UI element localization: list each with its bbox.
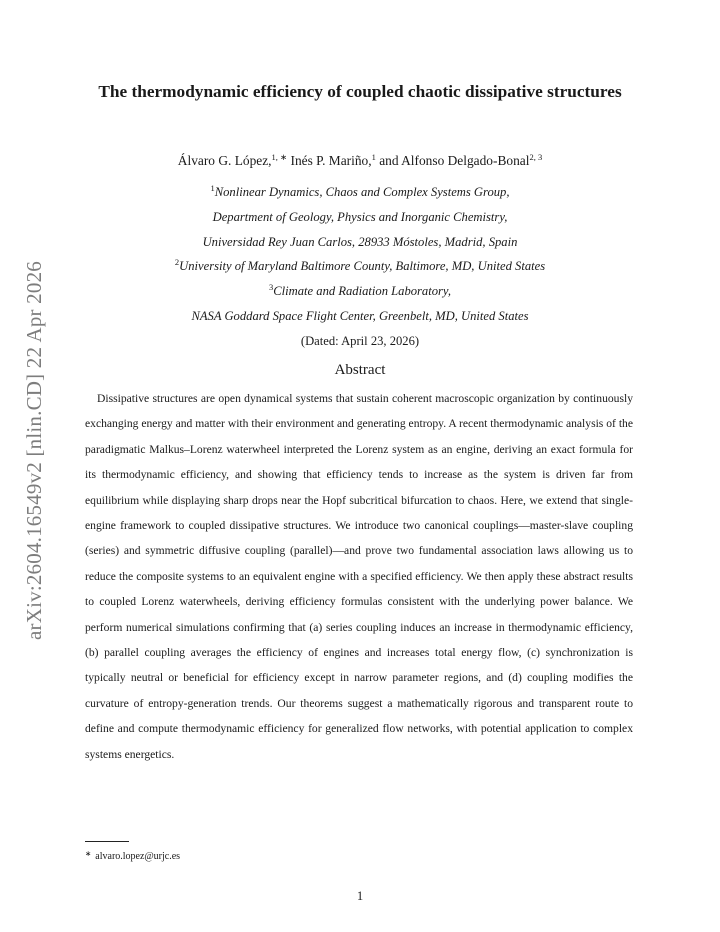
- affiliation-text: Climate and Radiation Laboratory,: [273, 284, 451, 299]
- author-name: Inés P. Mariño,: [290, 153, 372, 168]
- corresponding-email: alvaro.lopez@urjc.es: [95, 851, 181, 862]
- affiliation-mark: 1: [210, 183, 215, 193]
- author-affiliation-mark: 2, 3: [529, 152, 543, 162]
- affiliation-mark: 3: [269, 282, 274, 293]
- arxiv-stamp: [14, 230, 54, 670]
- author-list: [90, 152, 630, 170]
- abstract-body: Dissipative structures are open dynamical systems that sustain coherent macroscopic organization by continuously exchanging energy and matter with their environment and generating entropy. A recent thermodynamic analysis of the paradigmatic Malkus–Lorenz waterwheel interpreted the Lorenz system as an engine, deriving an exact formula for its thermodynamic efficiency, and showing that efficiency tends to increase as the system is driven far from equilibrium while displaying sharp drops near the Hopf subcritical bifurcation to chaos. Here, we extend that single-engine framework to coupled dissipative structures. We introduce two canonical couplings—master-slave coupling (series) and symmetric diffusive coupling (parallel)—and prove two fundamental association laws allowing us to reduce the composite systems to an equivalent engine with a specified efficiency. We then apply these abstract results to coupled Lorenz waterwheels, deriving efficiency formulas consistent with the underlying power balance. We perform numerical simulations confirming that (a) series coupling induces an increase in thermodynamic efficiency, (b) parallel coupling averages the efficiency of engines and increases total energy flow, (c) synchronization is typically neutral or beneficial for efficiency except in narrow parameter regions, and (d) coupling modifies the curvature of entropy-generation trends. Our theorems suggest a mathematically rigorous and transparent route to define and compute thermodynamic efficiency for generalized flow networks, with potential application to complex systems energetics.: [85, 392, 633, 761]
- affiliation-line: [90, 205, 630, 230]
- affiliation-line: [90, 180, 630, 205]
- author-name: Álvaro G. López,: [177, 153, 272, 168]
- affiliation-mark: 2: [174, 257, 180, 268]
- author-affiliation-mark: 1: [371, 152, 376, 162]
- affiliation-text: University of Maryland Baltimore County, Baltimore, MD, United States: [179, 259, 546, 274]
- footnote-divider: [85, 841, 129, 842]
- affiliation-text: Universidad Rey Juan Carlos, 28933 Móstoles, Madrid, Spain: [202, 234, 518, 249]
- footnote: [85, 846, 180, 865]
- arxiv-identifier: arXiv:2604.16549v2 [nlin.CD] 22 Apr 2026: [21, 260, 46, 640]
- abstract-heading: Abstract: [334, 362, 386, 378]
- affiliation-line: [90, 230, 630, 255]
- affiliation-list: [90, 180, 630, 329]
- affiliation-line: [90, 304, 630, 329]
- affiliation-text: Department of Geology, Physics and Inorganic Chemistry,: [212, 209, 508, 224]
- author-name: and Alfonso Delgado-Bonal: [379, 153, 530, 168]
- affiliation-line: [90, 279, 630, 304]
- page-number: 1: [356, 889, 364, 903]
- footnote-mark: ∗: [85, 849, 92, 858]
- dated-line: (Dated: April 23, 2026): [300, 334, 420, 348]
- affiliation-line: [90, 254, 630, 279]
- affiliation-text: Nonlinear Dynamics, Chaos and Complex Systems Group,: [214, 185, 510, 199]
- author-affiliation-mark: 1, ∗: [271, 152, 288, 162]
- affiliation-text: NASA Goddard Space Flight Center, Greenbelt, MD, United States: [191, 308, 529, 323]
- paper-title: The thermodynamic efficiency of coupled chaotic dissipative structures: [98, 82, 622, 101]
